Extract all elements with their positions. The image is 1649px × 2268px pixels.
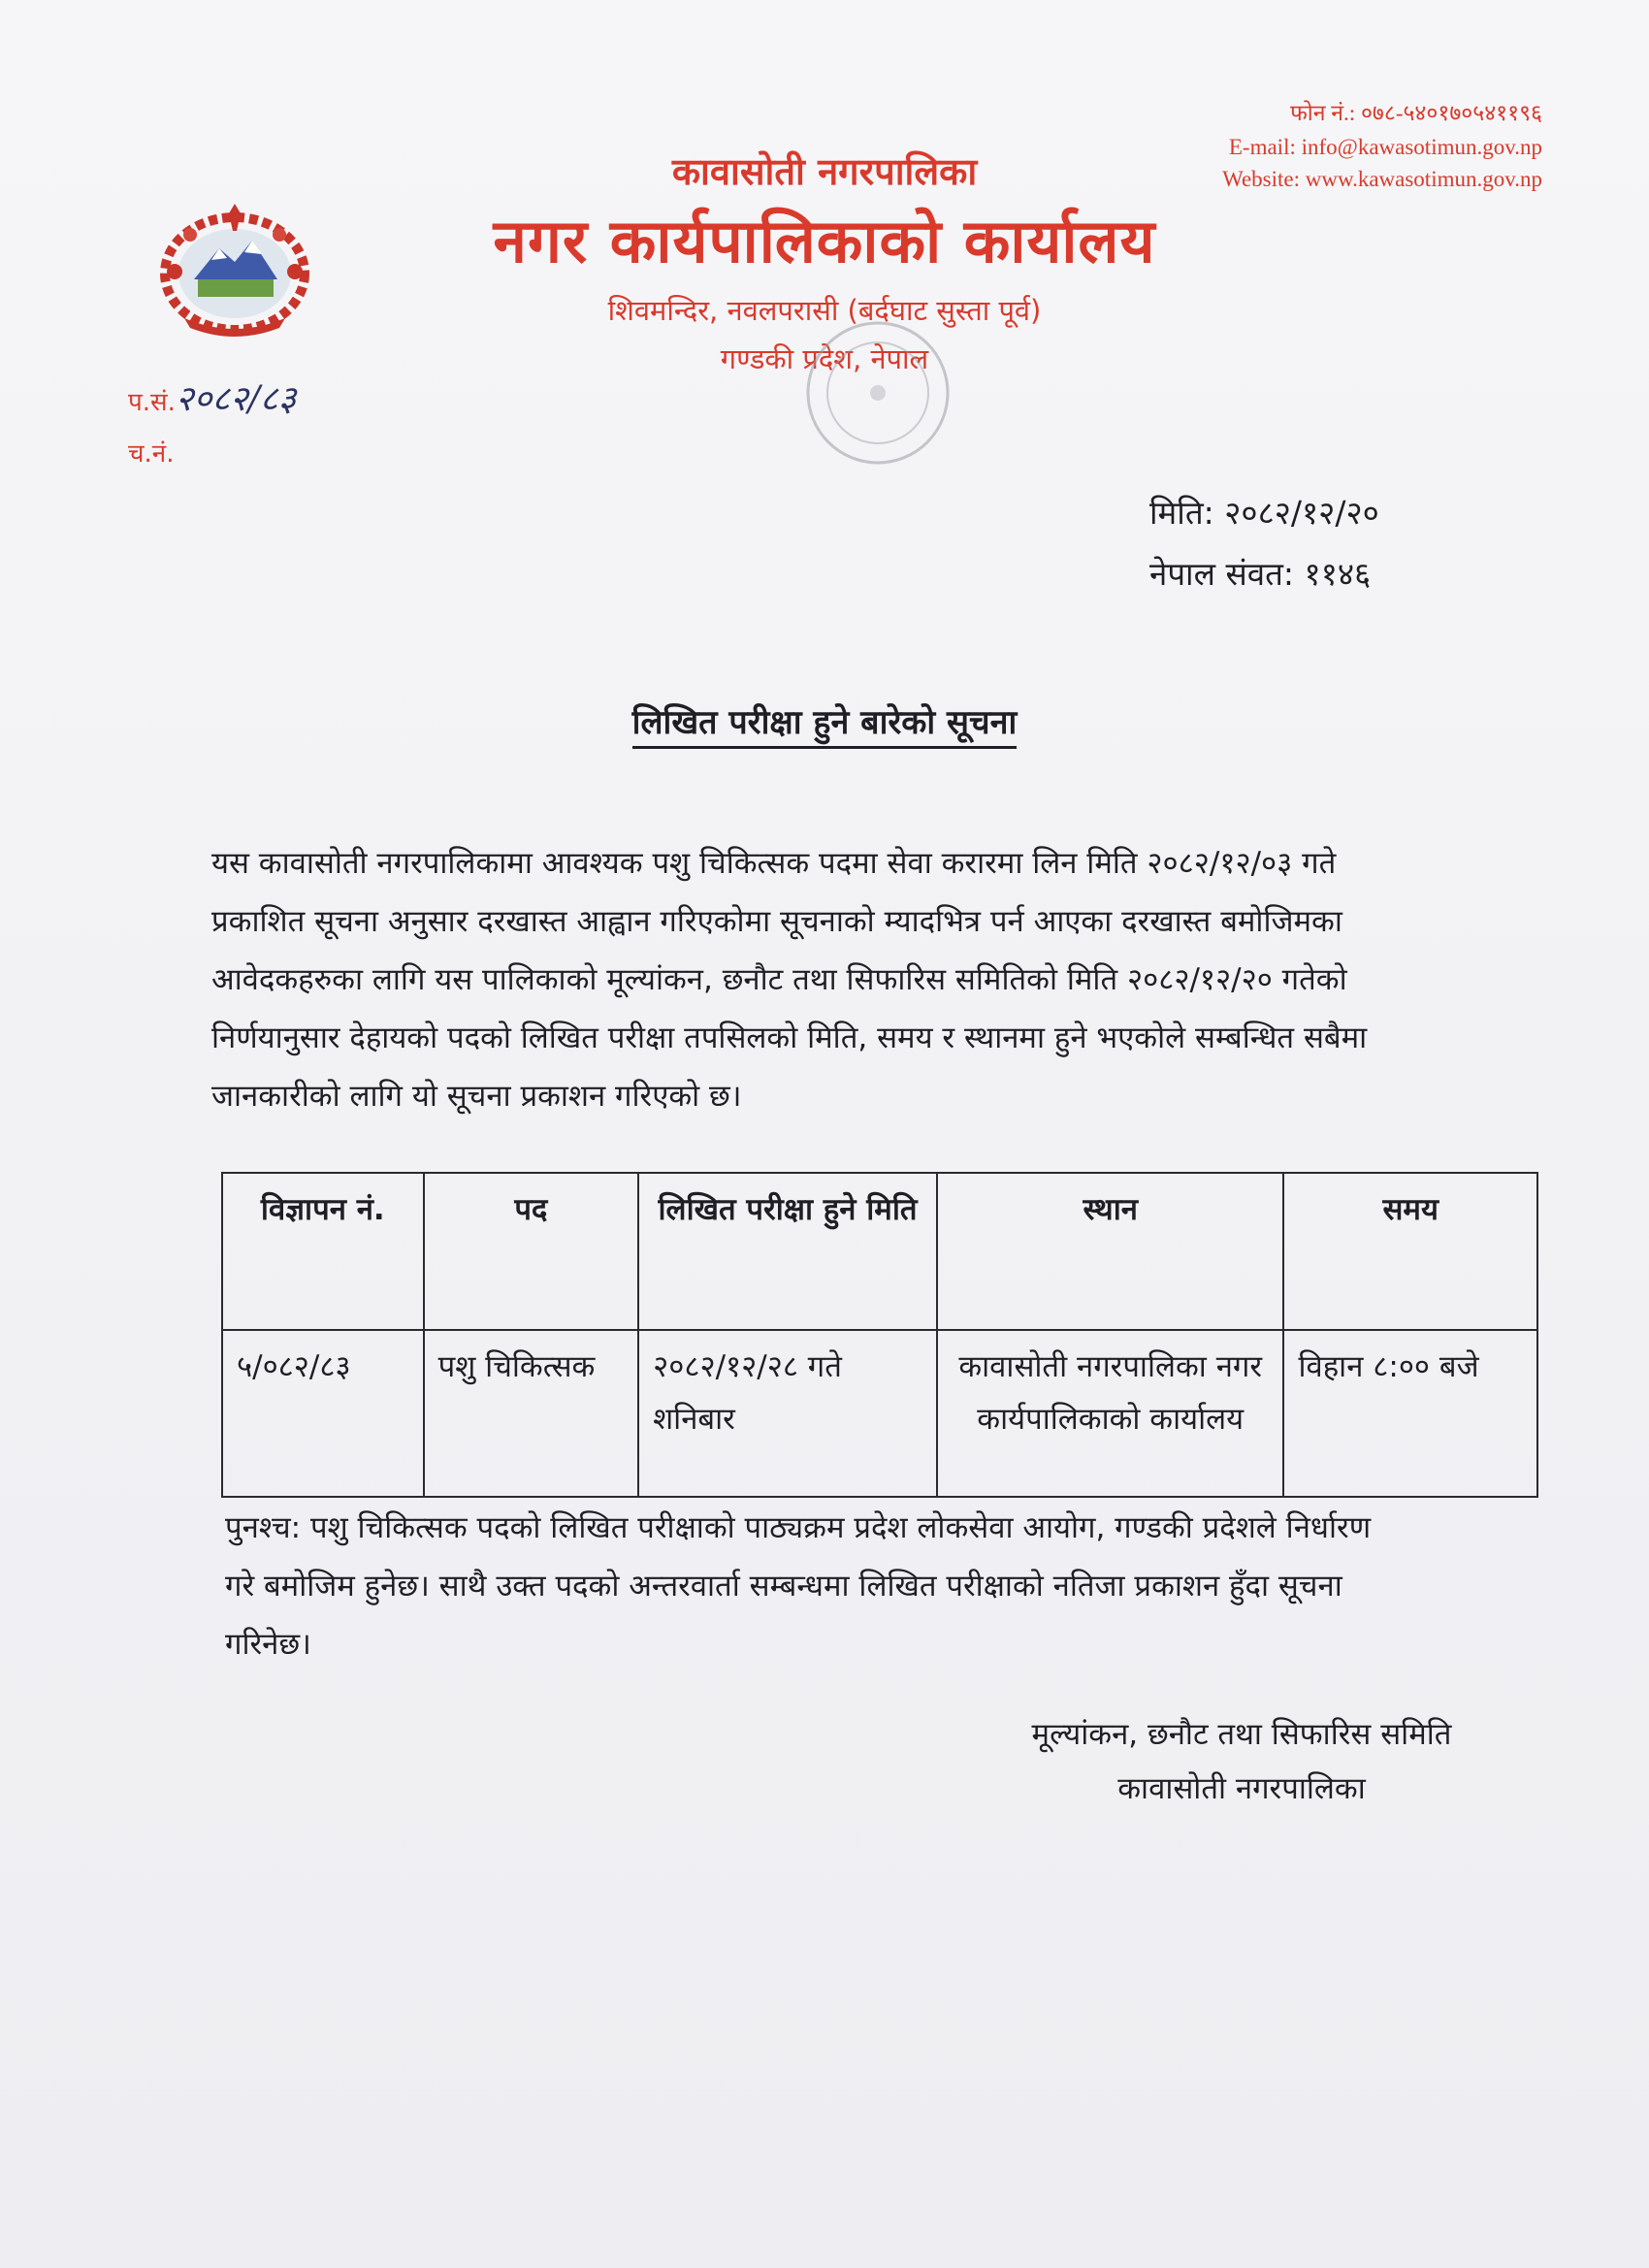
signature-block <box>970 1707 1513 1816</box>
issue-date: मिति: २०८२/१२/२० <box>1149 494 1379 532</box>
website-url: Website: www.kawasotimun.gov.np <box>1222 167 1542 191</box>
cell-time: विहान ८:०० बजे <box>1283 1330 1537 1497</box>
exam-schedule-table <box>221 1172 1538 1498</box>
letter-number-handwritten: २०८२/८३ <box>175 379 297 419</box>
municipality-name: कावासोती नगरपालिका <box>671 150 978 193</box>
letter-number <box>128 373 296 421</box>
table-row <box>222 1330 1537 1497</box>
notice-subject <box>0 698 1649 743</box>
body-line: जानकारीको लागि यो सूचना प्रकाशन गरिएको छ। <box>211 1079 742 1114</box>
header-ad-number: विज्ञापन नं. <box>222 1173 424 1330</box>
cell-post: पशु चिकित्सक <box>424 1330 638 1497</box>
letter-number-label: प.सं. <box>128 388 176 417</box>
header-exam-date: लिखित परीक्षा हुने मिति <box>638 1173 937 1330</box>
postscript-line: पुनश्च: पशु चिकित्सक पदको लिखित परीक्षाको पाठ्यक्रम प्रदेश लोकसेवा आयोग, गण्डकी प्रदेशले निर्धारण <box>225 1510 1372 1545</box>
header-post: पद <box>424 1173 638 1330</box>
notice-subject-text: लिखित परीक्षा हुने बारेको सूचना <box>632 703 1018 749</box>
cell-ad-number: ५/०८२/८३ <box>222 1330 424 1497</box>
cell-exam-date: २०८२/१२/२८ गते शनिबार <box>638 1330 937 1497</box>
body-line: प्रकाशित सूचना अनुसार दरखास्त आह्वान गरिएकोमा सूचनाको म्यादभित्र पर्न आएका दरखास्त बमोजिमका <box>211 904 1342 939</box>
signature-committee: मूल्यांकन, छनौट तथा सिफारिस समिति <box>1031 1717 1452 1752</box>
notice-body <box>211 834 1516 1125</box>
email-address: E-mail: info@kawasotimun.gov.np <box>1228 135 1542 159</box>
body-line: आवेदकहरुका लागि यस पालिकाको मूल्यांकन, छनौट तथा सिफारिस समितिको मिति २०८२/१२/२० गतेको <box>211 962 1347 997</box>
office-title: नगर कार्यपालिकाको कार्यालय <box>493 206 1156 276</box>
signature-municipality: कावासोती नगरपालिका <box>1117 1771 1366 1806</box>
body-line: यस कावासोती नगरपालिकामा आवश्यक पशु चिकित्सक पदमा सेवा करारमा लिन मिति २०८२/१२/०३ गते <box>211 846 1337 881</box>
body-line: निर्णयानुसार देहायको पदको लिखित परीक्षा तपसिलको मिति, समय र स्थानमा हुने भएकोले सम्बन्धित सबैमा <box>211 1021 1368 1055</box>
office-stamp-icon <box>781 306 975 470</box>
dispatch-number-label: च.नं. <box>128 439 175 469</box>
nepal-samvat-date: नेपाल संवत: ११४६ <box>1149 555 1372 593</box>
phone-number: फोन नं.: ०७८-५४०१७०५४११९६ <box>1290 101 1542 125</box>
address-line-2: गण्डकी प्रदेश, नेपाल <box>720 342 929 375</box>
table-header-row <box>222 1173 1537 1330</box>
header-time: समय <box>1283 1173 1537 1330</box>
cell-venue: कावासोती नगरपालिका नगर कार्यपालिकाको कार्यालय <box>937 1330 1283 1497</box>
header-venue: स्थान <box>937 1173 1283 1330</box>
postscript-line: गरे बमोजिम हुनेछ। साथै उक्त पदको अन्तरवार्ता सम्बन्धमा लिखित परीक्षाको नतिजा प्रकाशन हुँदा सूचना <box>225 1569 1342 1604</box>
postscript-line: गरिनेछ। <box>225 1627 311 1662</box>
postscript <box>225 1499 1525 1673</box>
address-line-1: शिवमन्दिर, नवलपरासी (बर्दघाट सुस्ता पूर्व) <box>607 294 1042 327</box>
